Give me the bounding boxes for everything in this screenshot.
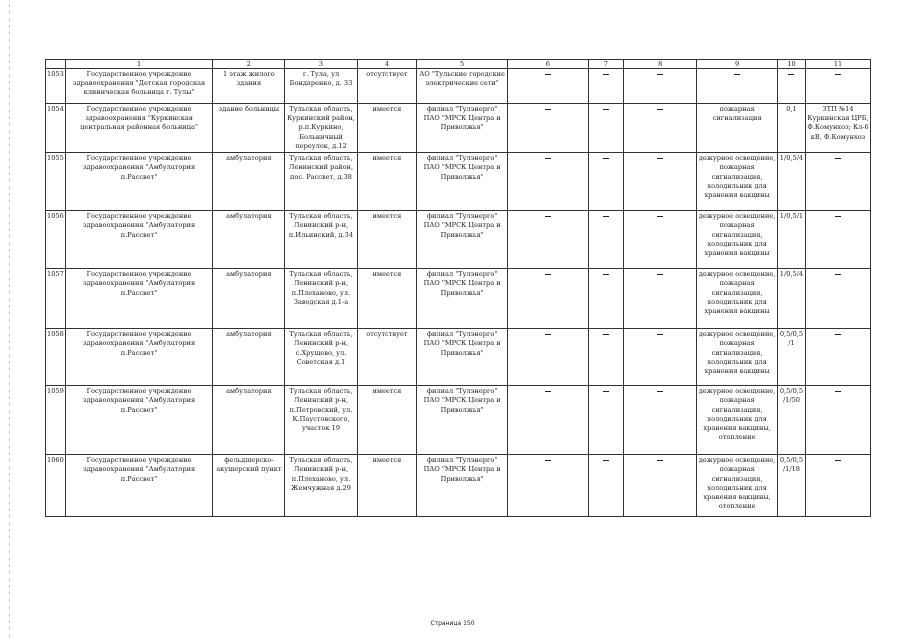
binder-dash [9, 403, 10, 406]
dash-mark [545, 74, 551, 75]
binder-dash [9, 144, 10, 147]
binder-dash [9, 438, 10, 441]
binder-dash [9, 60, 10, 63]
address-cell: Тульская область, Ленинский район, пос. Рассвет, д.38 [285, 153, 357, 211]
empty-cell [806, 329, 871, 386]
binder-dash [9, 606, 10, 609]
empty-cell [806, 211, 871, 269]
dash-mark [788, 74, 794, 75]
binder-dash [9, 102, 10, 105]
consumers-cell: дежурное освещение, пожарная сигнализация, холодильник для хранения вакцины, отопление [697, 386, 778, 455]
binder-dash [9, 550, 10, 553]
table-row [46, 455, 871, 517]
binder-dash [9, 508, 10, 511]
grid-operator-cell: филиал "Тулэнерго" ПАО "МРСК Центра и Приволжья" [417, 211, 508, 269]
empty-cell [588, 329, 624, 386]
address-cell: Тульская область, Ленинский р-н, с.Хрущево, ул. Советская д.1 [285, 329, 357, 386]
availability-cell: имеется [357, 386, 417, 455]
binder-dash [9, 613, 10, 616]
institution-cell: Государственное учреждение здравоохранения "Куркинская центральная районная больница" [65, 104, 212, 153]
header-col-11: 11 [806, 60, 871, 69]
binder-dash [9, 214, 10, 217]
grid-operator-cell: филиал "Тулэнерго" ПАО "МРСК Центра и Приволжья" [417, 455, 508, 517]
empty-cell [806, 69, 871, 104]
binder-dash [9, 389, 10, 392]
dash-mark [603, 274, 609, 275]
building-type-cell: 1 этаж жилого здания [213, 69, 285, 104]
binder-dash [9, 298, 10, 301]
empty-cell [588, 211, 624, 269]
address-cell: Тульская область, Ленинский р-н, п.Петровский, ул. К.Паустовского, участок 19 [285, 386, 357, 455]
dash-mark [657, 109, 663, 110]
table-row [46, 269, 871, 329]
address-cell: г. Тула, ул Бондаренко, д. 33 [285, 69, 357, 104]
binder-dash [9, 228, 10, 231]
address-cell: Тульская область, Ленинский р-н, п.Ильинский, д.34 [285, 211, 357, 269]
binder-dash [9, 186, 10, 189]
binder-dash [9, 158, 10, 161]
building-type-cell: амбулатория [213, 329, 285, 386]
binder-dash [9, 179, 10, 182]
header-col-8: 8 [624, 60, 697, 69]
binder-dash [9, 340, 10, 343]
availability-cell: имеется [357, 211, 417, 269]
dash-mark [603, 460, 609, 461]
binder-dash [9, 634, 10, 637]
binder-dash [9, 431, 10, 434]
dash-mark [603, 74, 609, 75]
dash-mark [657, 74, 663, 75]
address-cell: Тульская область, Ленинский р-н, п.Плеханово, ул. Заводская д.1-а [285, 269, 357, 329]
binder-dash [9, 39, 10, 42]
power-cell: 0,5/0,5/1 [777, 329, 805, 386]
dash-mark [545, 274, 551, 275]
header-col-1: 1 [65, 60, 212, 69]
dash-mark [657, 391, 663, 392]
binder-dash [9, 599, 10, 602]
address-cell: Тульская область, Куркинский район, р.п.Куркино, Больничный переулок, д.12 [285, 104, 357, 153]
dash-mark [545, 460, 551, 461]
header-col-9: 9 [697, 60, 778, 69]
binder-dash [9, 67, 10, 70]
power-cell: 1/0,5/4 [777, 269, 805, 329]
binder-dash [9, 452, 10, 455]
binder-dash [9, 123, 10, 126]
consumers-cell: дежурное освещение, пожарная сигнализация, холодильник для хранения вакцины [697, 211, 778, 269]
binder-dash [9, 480, 10, 483]
empty-cell [508, 211, 589, 269]
empty-cell [508, 153, 589, 211]
binder-dash [9, 137, 10, 140]
building-type-cell: амбулатория [213, 386, 285, 455]
empty-cell [624, 329, 697, 386]
dash-mark [545, 334, 551, 335]
binder-dash [9, 207, 10, 210]
grid-operator-cell: АО "Тульские городские электрические сети" [417, 69, 508, 104]
binder-dash [9, 270, 10, 273]
empty-cell [624, 104, 697, 153]
header-col-10: 10 [777, 60, 805, 69]
dash-mark [734, 74, 740, 75]
binder-dash [9, 445, 10, 448]
table-row [46, 386, 871, 455]
binder-dash [9, 424, 10, 427]
table-row [46, 104, 871, 153]
binder-dash [9, 543, 10, 546]
header-col-2: 2 [213, 60, 285, 69]
grid-operator-cell: филиал "Тулэнерго" ПАО "МРСК Центра и Приволжья" [417, 153, 508, 211]
institution-cell: Государственное учреждение здравоохранения "Амбулатория п.Рассвет" [65, 211, 212, 269]
availability-cell: имеется [357, 455, 417, 517]
binder-dash [9, 564, 10, 567]
binder-dash [9, 473, 10, 476]
dash-mark [657, 274, 663, 275]
empty-cell [508, 269, 589, 329]
register-table [45, 59, 871, 517]
binder-dash [9, 571, 10, 574]
binder-dash [9, 46, 10, 49]
binder-dash [9, 361, 10, 364]
dash-mark [603, 109, 609, 110]
building-type-cell: фельдшерско-акушерский пункт [213, 455, 285, 517]
binder-dash [9, 277, 10, 280]
binder-dash [9, 4, 10, 7]
header-col-3: 3 [285, 60, 357, 69]
empty-cell [624, 269, 697, 329]
consumers-cell: дежурное освещение, пожарная сигнализация, холодильник для хранения вакцины [697, 153, 778, 211]
empty-cell [697, 69, 778, 104]
binder-margin-line [9, 0, 10, 640]
row-number: 1059 [46, 386, 66, 455]
empty-cell [508, 69, 589, 104]
binder-dash [9, 116, 10, 119]
binder-dash [9, 501, 10, 504]
power-cell: 0,1 [777, 104, 805, 153]
empty-cell [777, 69, 805, 104]
dash-mark [835, 460, 841, 461]
empty-cell [588, 153, 624, 211]
binder-dash [9, 354, 10, 357]
binder-dash [9, 256, 10, 259]
binder-dash [9, 81, 10, 84]
availability-cell: отсутствует [357, 69, 417, 104]
binder-dash [9, 627, 10, 630]
dash-mark [603, 334, 609, 335]
binder-dash [9, 592, 10, 595]
binder-dash [9, 417, 10, 420]
dash-mark [657, 460, 663, 461]
binder-dash [9, 585, 10, 588]
row-number: 1054 [46, 104, 66, 153]
availability-cell: имеется [357, 104, 417, 153]
binder-dash [9, 382, 10, 385]
binder-dash [9, 494, 10, 497]
binder-dash [9, 487, 10, 490]
binder-dash [9, 459, 10, 462]
institution-cell: Государственное учреждение здравоохранения "Амбулатория п.Рассвет" [65, 386, 212, 455]
binder-dash [9, 172, 10, 175]
binder-dash [9, 95, 10, 98]
empty-cell [806, 153, 871, 211]
building-type-cell: здание больницы [213, 104, 285, 153]
header-blank [46, 60, 66, 69]
dash-mark [835, 334, 841, 335]
row-number: 1057 [46, 269, 66, 329]
table-row [46, 211, 871, 269]
table-row [46, 69, 871, 104]
power-cell: 0,5/0,5/1/50 [777, 386, 805, 455]
availability-cell: отсутствует [357, 329, 417, 386]
empty-cell [588, 104, 624, 153]
binder-dash [9, 515, 10, 518]
binder-dash [9, 200, 10, 203]
empty-cell [508, 104, 589, 153]
binder-dash [9, 347, 10, 350]
institution-cell: Государственное учреждение здравоохранения "Детская городская клиническая больница г. Тулы" [65, 69, 212, 104]
row-number: 1055 [46, 153, 66, 211]
header-col-5: 5 [417, 60, 508, 69]
binder-dash [9, 193, 10, 196]
address-cell: Тульская область, Ленинский р-н, п.Плеханово, ул. Жемчужная д.29 [285, 455, 357, 517]
binder-dash [9, 536, 10, 539]
empty-cell [588, 386, 624, 455]
empty-cell [588, 69, 624, 104]
header-col-6: 6 [508, 60, 589, 69]
table-row [46, 329, 871, 386]
availability-cell: имеется [357, 269, 417, 329]
binder-dash [9, 18, 10, 21]
dash-mark [835, 158, 841, 159]
binder-dash [9, 74, 10, 77]
empty-cell [806, 269, 871, 329]
empty-cell [624, 386, 697, 455]
empty-cell [588, 455, 624, 517]
empty-cell [508, 455, 589, 517]
binder-dash [9, 88, 10, 91]
binder-dash [9, 249, 10, 252]
binder-dash [9, 291, 10, 294]
grid-operator-cell: филиал "Тулэнерго" ПАО "МРСК Центра и Приволжья" [417, 104, 508, 153]
dash-mark [657, 334, 663, 335]
grid-operator-cell: филиал "Тулэнерго" ПАО "МРСК Центра и Приволжья" [417, 269, 508, 329]
empty-cell [624, 69, 697, 104]
binder-dash [9, 396, 10, 399]
page-number: Страница 150 [430, 620, 475, 627]
institution-cell: Государственное учреждение здравоохранения "Амбулатория п.Рассвет" [65, 269, 212, 329]
availability-cell: имеется [357, 153, 417, 211]
binder-dash [9, 165, 10, 168]
dash-mark [603, 158, 609, 159]
building-type-cell: амбулатория [213, 269, 285, 329]
empty-cell [588, 269, 624, 329]
power-cell: 1/0,5/4 [777, 153, 805, 211]
binder-dash [9, 312, 10, 315]
dash-mark [657, 216, 663, 217]
row-number: 1053 [46, 69, 66, 104]
binder-dash [9, 235, 10, 238]
binder-dash [9, 53, 10, 56]
building-type-cell: амбулатория [213, 211, 285, 269]
consumers-cell: дежурное освещение, пожарная сигнализация, холодильник для хранения вакцины, отопление [697, 455, 778, 517]
binder-dash [9, 410, 10, 413]
dash-mark [835, 216, 841, 217]
binder-dash [9, 375, 10, 378]
empty-cell [624, 211, 697, 269]
consumers-cell: пожарная сигнализация [697, 104, 778, 153]
consumers-cell: дежурное освещение, пожарная сигнализация, холодильник для хранения вакцины [697, 329, 778, 386]
empty-cell [508, 386, 589, 455]
dash-mark [545, 216, 551, 217]
grid-operator-cell: филиал "Тулэнерго" ПАО "МРСК Центра и Приволжья" [417, 329, 508, 386]
empty-cell [624, 153, 697, 211]
row-number: 1056 [46, 211, 66, 269]
header-col-4: 4 [357, 60, 417, 69]
empty-cell [806, 386, 871, 455]
binder-dash [9, 326, 10, 329]
binder-dash [9, 109, 10, 112]
table-row [46, 153, 871, 211]
dash-mark [545, 391, 551, 392]
dash-mark [545, 109, 551, 110]
binder-dash [9, 466, 10, 469]
consumers-cell: дежурное освещение, пожарная сигнализация, холодильник для хранения вакцины [697, 269, 778, 329]
dash-mark [603, 216, 609, 217]
header-row [46, 60, 871, 69]
binder-dash [9, 11, 10, 14]
header-col-7: 7 [588, 60, 624, 69]
binder-dash [9, 578, 10, 581]
empty-cell [508, 329, 589, 386]
power-cell: 1/0,5/1 [777, 211, 805, 269]
institution-cell: Государственное учреждение здравоохранения "Амбулатория п.Рассвет" [65, 455, 212, 517]
institution-cell: Государственное учреждение здравоохранения "Амбулатория п.Рассвет" [65, 153, 212, 211]
binder-dash [9, 529, 10, 532]
dash-mark [835, 74, 841, 75]
binder-dash [9, 130, 10, 133]
binder-dash [9, 242, 10, 245]
binder-dash [9, 305, 10, 308]
dash-mark [657, 158, 663, 159]
binder-dash [9, 333, 10, 336]
dash-mark [835, 274, 841, 275]
binder-dash [9, 151, 10, 154]
row-number: 1060 [46, 455, 66, 517]
power-cell: 0,5/0,5/1/18 [777, 455, 805, 517]
binder-dash [9, 25, 10, 28]
binder-dash [9, 522, 10, 525]
binder-dash [9, 284, 10, 287]
building-type-cell: амбулатория [213, 153, 285, 211]
binder-dash [9, 368, 10, 371]
institution-cell: Государственное учреждение здравоохранения "Амбулатория п.Рассвет" [65, 329, 212, 386]
row-number: 1058 [46, 329, 66, 386]
binder-dash [9, 221, 10, 224]
grid-operator-cell: филиал "Тулэнерго" ПАО "МРСК Центра и Приволжья" [417, 386, 508, 455]
dash-mark [835, 391, 841, 392]
dash-mark [545, 158, 551, 159]
empty-cell [624, 455, 697, 517]
binder-dash [9, 557, 10, 560]
binder-dash [9, 32, 10, 35]
binder-dash [9, 319, 10, 322]
binder-dash [9, 263, 10, 266]
substation-cell: ЗТП №14 Куркинская ЦРБ, Ф.Комунхоз; Кл-6 кВ, Ф.Комунхоз [806, 104, 871, 153]
empty-cell [806, 455, 871, 517]
dash-mark [603, 391, 609, 392]
